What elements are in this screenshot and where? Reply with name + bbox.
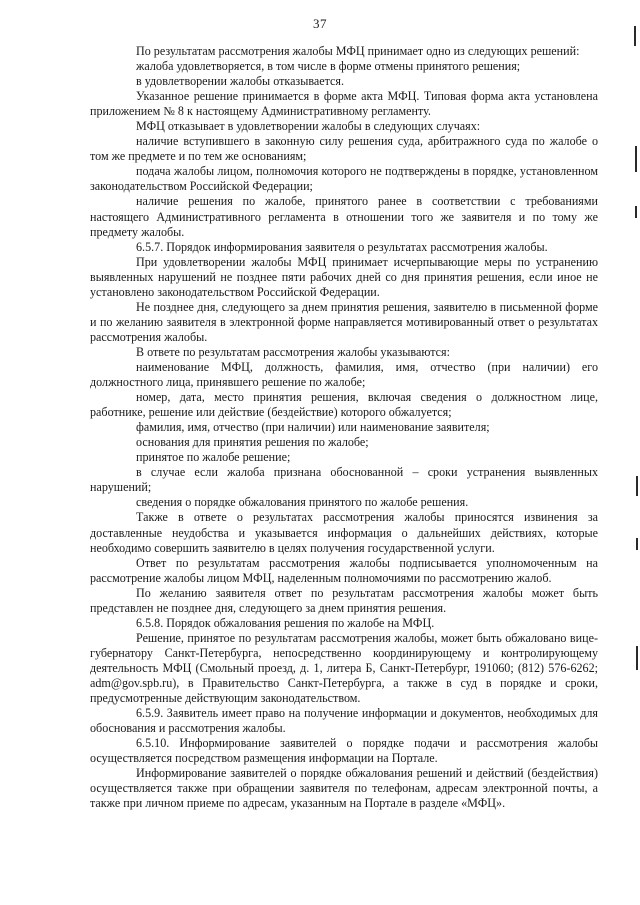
paragraph: Информирование заявителей о порядке обжалования решений и действий (бездействия) осуществляется также при обращении заявителя по телефонам, адресам электронной почты, а также при личном приеме по адресам, указанным на Портале в разделе «МФЦ».	[90, 766, 598, 811]
scan-mark	[635, 146, 637, 172]
scan-mark	[635, 206, 637, 218]
paragraph: По результатам рассмотрения жалобы МФЦ принимает одно из следующих решений:	[136, 44, 580, 58]
paragraph: фамилия, имя, отчество (при наличии) или наименование заявителя;	[136, 420, 490, 435]
paragraph: Ответ по результатам рассмотрения жалобы подписывается уполномоченным на рассмотрение жалобы лицом МФЦ, наделенным полномочиями по рассмотрению жалоб.	[90, 555, 598, 585]
section-heading: 6.5.10. Информирование заявителей о порядке подачи и рассмотрения жалобы осуществляется посредством размещения информации на Портале.	[90, 736, 598, 766]
paragraph: МФЦ отказывает в удовлетворении жалобы в следующих случаях:	[136, 119, 481, 134]
paragraph: основания для принятия решения по жалобе;	[136, 435, 369, 450]
paragraph: Решение, принятое по результатам рассмотрения жалобы, может быть обжаловано вице-губернатору Санкт-Петербурга, непосредственно координирующему и контролирующему деятельность МФЦ (Смольный проезд, д. 1, литера Б, Санкт-Петербург, 191060; (812) 576-6262; adm@gov.spb.ru), в Правительство Санкт-Петербурга, а также в суд в порядке и сроки, предусмотренные действующим законодательством.	[90, 630, 598, 706]
paragraph: Указанное решение принимается в форме акта МФЦ. Типовая форма акта установлена приложением № 8 к настоящему Административному регламенту.	[90, 89, 598, 119]
scan-mark	[634, 26, 636, 46]
paragraph: в случае если жалоба признана обоснованной – сроки устранения выявленных нарушений;	[90, 465, 598, 495]
paragraph: в удовлетворении жалобы отказывается.	[136, 74, 345, 89]
paragraph: сведения о порядке обжалования принятого по жалобе решения.	[136, 495, 469, 510]
paragraph: жалоба удовлетворяется, в том числе в форме отмены принятого решения;	[136, 59, 521, 74]
paragraph: По желанию заявителя ответ по результатам рассмотрения жалобы может быть представлен не позднее дня, следующего за днем принятия решения.	[90, 585, 598, 615]
paragraph: подача жалобы лицом, полномочия которого не подтверждены в порядке, установленном законодательством Российской Федерации;	[90, 164, 598, 194]
section-heading: 6.5.7. Порядок информирования заявителя о результатах рассмотрения жалобы.	[136, 239, 548, 254]
paragraph: Также в ответе о результатах рассмотрения жалобы приносятся извинения за доставленные неудобства и указывается информация о дальнейших действиях, которые необходимо совершить заявителю в целях получения государственной услуги.	[90, 510, 598, 555]
paragraph: Не позднее дня, следующего за днем принятия решения, заявителю в письменной форме и по желанию заявителя в электронной форме направляется мотивированный ответ о результатах рассмотрения жалобы.	[90, 299, 598, 344]
scan-mark	[636, 476, 638, 496]
paragraph: При удовлетворении жалобы МФЦ принимает исчерпывающие меры по устранению выявленных нарушений не позднее пяти рабочих дней со дня принятия решения, если иное не установлено законодательством Российской Федерации.	[90, 254, 598, 299]
paragraph: наличие решения по жалобе, принятого ранее в соответствии с требованиями настоящего Административного регламента в отношении того же заявителя и по тому же предмету жалобы.	[90, 194, 598, 239]
paragraph: В ответе по результатам рассмотрения жалобы указываются:	[136, 344, 450, 359]
paragraph: номер, дата, место принятия решения, включая сведения о должностном лице, работнике, решение или действие (бездействие) которого обжалуется;	[90, 390, 598, 420]
paragraph: наименование МФЦ, должность, фамилия, имя, отчество (при наличии) его должностного лица, принявшего решение по жалобе;	[90, 359, 598, 390]
paragraph: наличие вступившего в законную силу решения суда, арбитражного суда по жалобе о том же предмете и по тем же основаниям;	[90, 134, 598, 164]
scan-mark	[636, 646, 638, 670]
page-body	[90, 44, 598, 811]
scan-mark	[636, 538, 638, 550]
paragraph: принятое по жалобе решение;	[136, 450, 291, 465]
page-number: 37	[313, 16, 327, 31]
section-heading: 6.5.9. Заявитель имеет право на получение информации и документов, необходимых для обоснования и рассмотрения жалобы.	[90, 706, 598, 736]
section-heading: 6.5.8. Порядок обжалования решения по жалобе на МФЦ.	[136, 615, 435, 630]
